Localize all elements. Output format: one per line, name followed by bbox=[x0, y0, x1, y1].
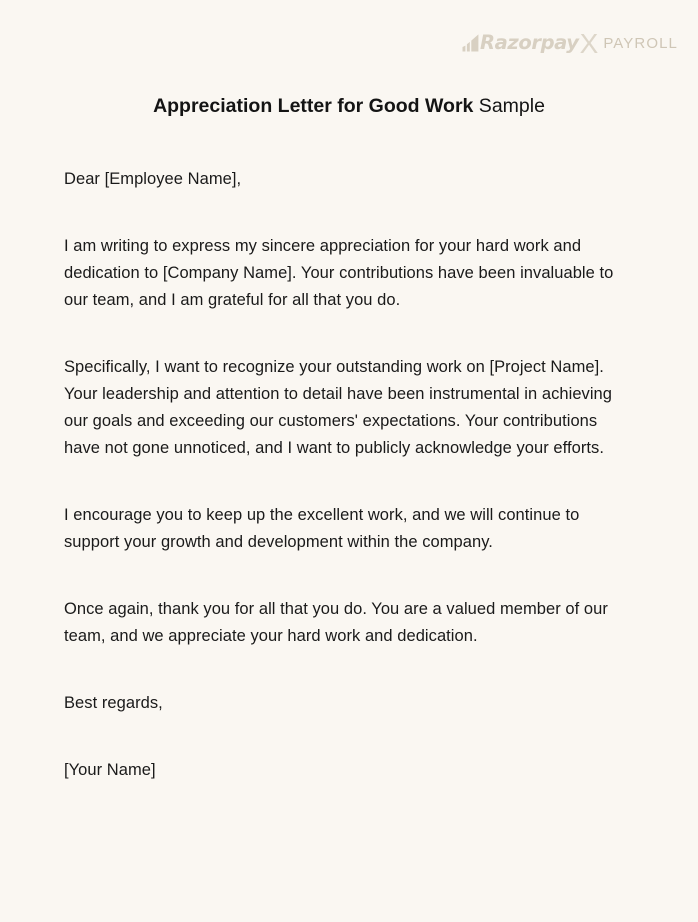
logo-x-letter: X bbox=[579, 28, 599, 59]
letter-body bbox=[64, 166, 636, 784]
logo-suffix: PAYROLL bbox=[603, 34, 678, 52]
logo-wordmark: Razorpay bbox=[480, 31, 579, 55]
page-title-regular: Sample bbox=[473, 95, 545, 117]
letter-signature: [Your Name] bbox=[64, 761, 156, 779]
letter-paragraph: Once again, thank you for all that you do. You are a valued member of our team, and we appreciate your hard work and dedication. bbox=[64, 600, 608, 645]
letter-salutation: Dear [Employee Name], bbox=[64, 170, 242, 188]
letter-paragraph: I am writing to express my sincere appreciation for your hard work and dedication to [Company Name]. Your contributions have been invaluable to our team, and I am grateful for all that you do. bbox=[64, 237, 614, 309]
page-title-bold: Appreciation Letter for Good Work bbox=[153, 95, 474, 117]
ascending-bar-chart-icon bbox=[462, 34, 479, 52]
letter-paragraph: Specifically, I want to recognize your outstanding work on [Project Name]. Your leadership and attention to detail have been instrumental in achieving our goals and exceeding our customers' expectations. Your contributions have not gone unnoticed, and I want to publicly acknowledge your efforts. bbox=[64, 358, 613, 457]
razorpayx-payroll-logo bbox=[462, 28, 678, 59]
page-title bbox=[0, 93, 698, 119]
letter-closing: Best regards, bbox=[64, 694, 163, 712]
letter-paragraph: I encourage you to keep up the excellent work, and we will continue to support your growth and development within the company. bbox=[64, 506, 580, 551]
